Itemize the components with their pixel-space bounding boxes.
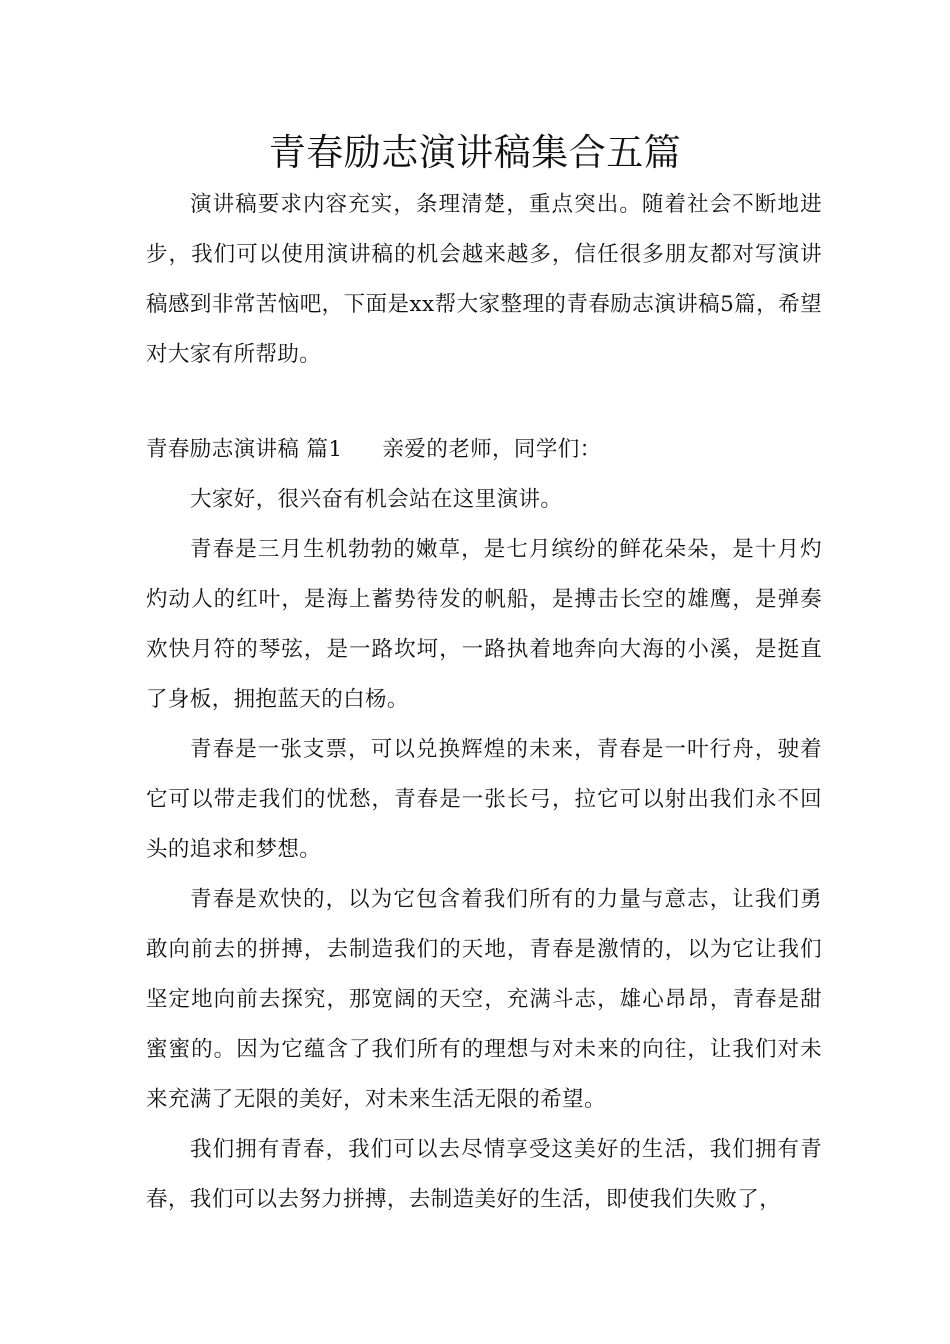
body-paragraph: 青春是欢快的，以为它包含着我们所有的力量与意志，让我们勇敢向前去的拼搏，去制造我们的天地，青春是激情的，以为它让我们坚定地向前去探究，那宽阔的天空，充满斗志，雄心昂昂，青春是甜蜜蜜的。因为它蕴含了我们所有的理想与对未来的向往，让我们对未来充满了无限的美好，对未来生活无限的希望。 [146, 887, 822, 1112]
intro-block [146, 180, 822, 380]
body-paragraph: 大家好，很兴奋有机会站在这里演讲。 [190, 487, 563, 512]
intro-paragraph: 演讲稿要求内容充实，条理清楚，重点突出。随着社会不断地进步，我们可以使用演讲稿的机会越来越多，信任很多朋友都对写演讲稿感到非常苦恼吧，下面是xx帮大家整理的青春励志演讲稿5篇，希望对大家有所帮助。 [146, 192, 822, 367]
salutation: 亲爱的老师，同学们： [382, 437, 602, 462]
body-paragraph: 青春是一张支票，可以兑换辉煌的未来，青春是一叶行舟，驶着它可以带走我们的忧愁，青春是一张长弓，拉它可以射出我们永不回头的追求和梦想。 [146, 737, 822, 862]
document-title: 青春励志演讲稿集合五篇 [268, 131, 682, 174]
body-paragraph: 我们拥有青春，我们可以去尽情享受这美好的生活，我们拥有青春，我们可以去努力拼搏，去制造美好的生活，即使我们失败了， [146, 1137, 822, 1212]
body-paragraph: 青春是三月生机勃勃的嫩草，是七月缤纷的鲜花朵朵，是十月灼灼动人的红叶，是海上蓄势待发的帆船，是搏击长空的雄鹰，是弹奏欢快月符的琴弦，是一路坎坷，一路执着地奔向大海的小溪，是挺直了身板，拥抱蓝天的白杨。 [146, 537, 822, 712]
section-1 [146, 425, 822, 1225]
section-heading-line [146, 425, 822, 475]
section-heading: 青春励志演讲稿 篇1 [146, 437, 343, 462]
